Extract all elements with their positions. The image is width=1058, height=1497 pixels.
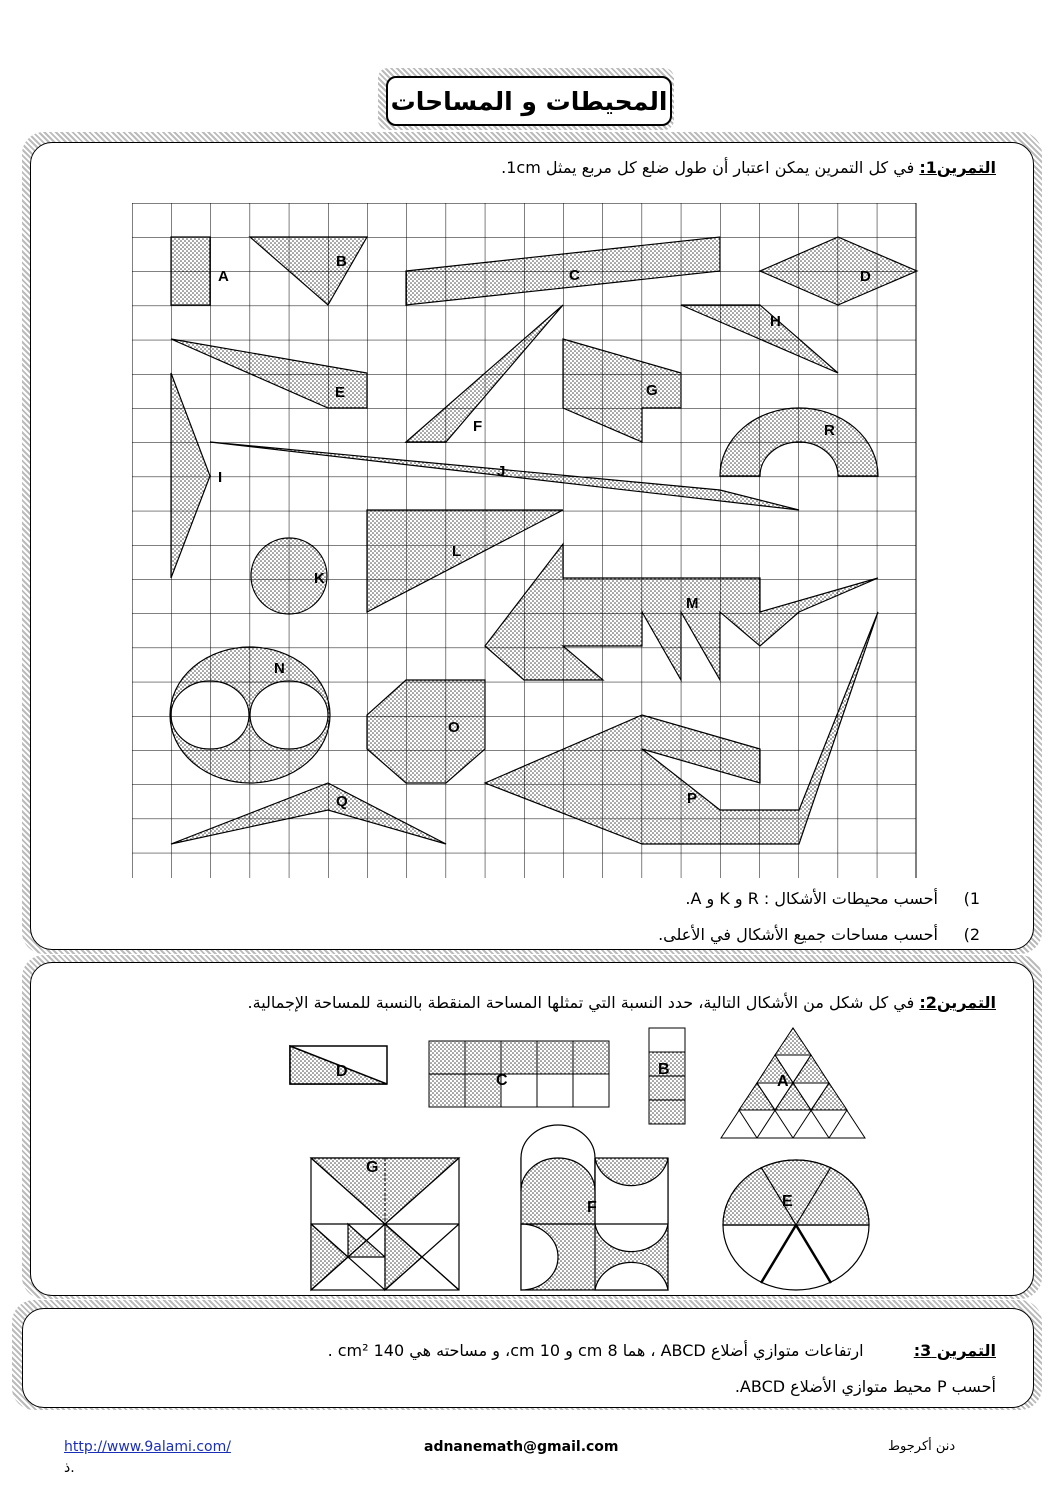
fig-label-g: G	[366, 1159, 379, 1176]
exercise3-text1: ارتفاعات متوازي أضلاع ABCD ، هما 8 cm و 10 cm، و مساحته هي 140 cm² .	[327, 1341, 864, 1360]
fig-label-e: E	[782, 1193, 793, 1210]
label-k: K	[314, 570, 325, 587]
footer-email: adnanemath@gmail.com	[424, 1439, 619, 1455]
question-1-text: أحسب محيطات الأشكال : R و K و A.	[685, 889, 938, 908]
figure-a	[721, 1028, 865, 1138]
exercise2-text: في كل شكل من الأشكال التالية، حدد النسبة التي تمثلها المساحة المنقطة بالنسبة للمساحة الإجمالية.	[247, 993, 915, 1012]
label-f: F	[473, 418, 483, 435]
exercise3-label: التمرين 3:	[913, 1341, 996, 1360]
figure-c	[429, 1041, 609, 1107]
label-g: G	[646, 382, 658, 399]
exercise1-label: التمرين1:	[919, 158, 996, 177]
label-j: J	[497, 463, 506, 480]
fig-label-f: F	[587, 1199, 597, 1216]
page-title: المحيطات و المساحات	[386, 76, 672, 126]
label-m: M	[686, 595, 699, 612]
question-2-number: 2)	[963, 925, 980, 944]
label-o: O	[448, 719, 460, 736]
figure-a-shaded-1	[775, 1028, 811, 1055]
label-n: N	[274, 660, 285, 677]
fig-label-a: A	[777, 1073, 789, 1090]
label-p: P	[687, 790, 698, 807]
exercise2-label: التمرين2:	[919, 993, 996, 1012]
question-2-text: أحسب مساحات جميع الأشكال في الأعلى.	[658, 925, 938, 944]
figure-e-shaded	[723, 1160, 869, 1225]
label-i: I	[218, 469, 223, 486]
fig-label-d: D	[336, 1063, 348, 1080]
footer-extra: ذ.	[64, 1460, 75, 1476]
exercise3-text2: أحسب P محيط متوازي الأضلاع ABCD.	[734, 1377, 996, 1396]
label-r: R	[824, 422, 835, 439]
exercise3-line1	[328, 1341, 996, 1360]
footer-link[interactable]: http://www.9alami.com/	[64, 1439, 231, 1455]
label-b: B	[336, 253, 347, 270]
footer-author: دنن أكرجوط	[888, 1439, 956, 1454]
label-e: E	[335, 384, 346, 401]
label-c: C	[569, 267, 580, 284]
figure-e	[723, 1160, 869, 1290]
question-1-number: 1)	[963, 889, 980, 908]
label-q: Q	[336, 793, 348, 810]
label-l: L	[452, 543, 462, 560]
exercise1-text: في كل التمرين يمكن اعتبار أن طول ضلع كل مربع يمثل 1cm.	[501, 158, 915, 177]
label-a: A	[218, 268, 229, 285]
label-h: H	[770, 313, 781, 330]
figure-g	[311, 1158, 459, 1290]
exercise3-line2	[735, 1377, 996, 1396]
fig-label-b: B	[658, 1061, 670, 1078]
label-d: D	[860, 268, 871, 285]
fig-label-c: C	[496, 1072, 508, 1089]
figure-c-shaded-top	[429, 1041, 609, 1074]
